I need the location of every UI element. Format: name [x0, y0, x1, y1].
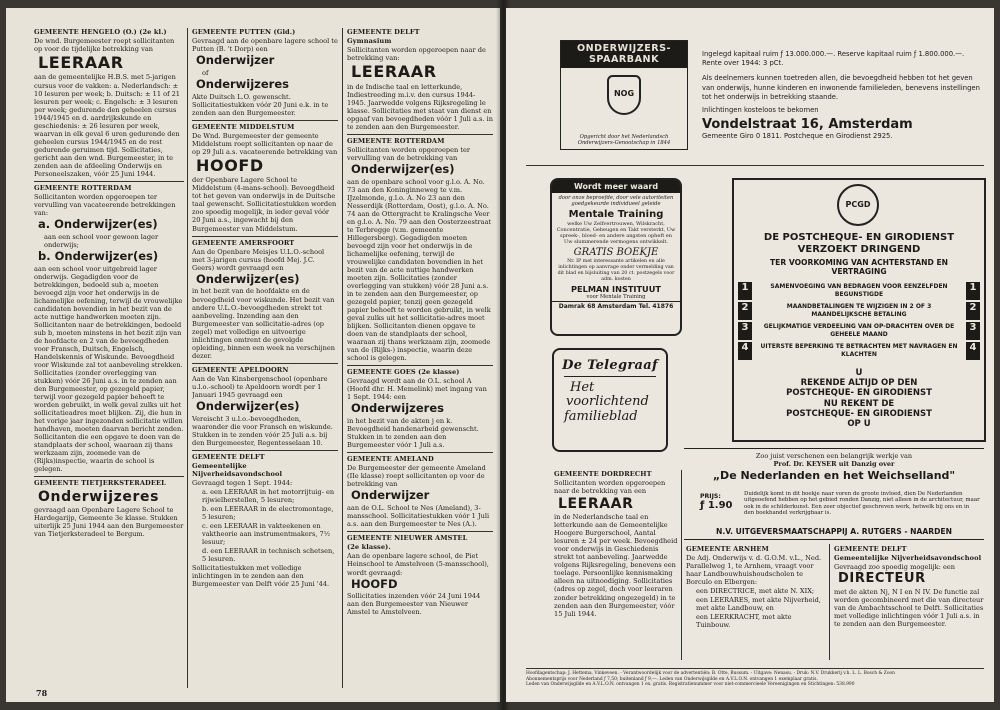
- pelman-cta: GRATIS BOEKJE: [573, 247, 659, 259]
- postcheque-ad: [732, 178, 986, 442]
- point-number: 3: [966, 322, 980, 340]
- ad-body: in het bezit van de hoofdakte en de bevoegdheid voor wiskunde. Het bezit van andere U.L.O.-bevoegdheden strekt tot aanbeveling. Inzending aan den Burgemeester van sollicitatie-adres (op zegel) met volledige en uitvoerige inlichtingen omtrent de gevolgde opleiding, binnen een week na verschijnen dezer.: [192, 287, 335, 360]
- ad-header: GEMEENTE GOES (2e klasse): [347, 368, 460, 377]
- page-number: 78: [36, 688, 48, 698]
- list-item: een LEERARES, met akte Nijverheid, met akte Landbouw, en: [696, 596, 821, 613]
- list-item: c. een LEERAAR in vakteekenen en vaktheorie aan instrumentmakers, 7½ lesuur;: [202, 522, 331, 547]
- column-rule: [187, 28, 188, 688]
- ad-title: b. Onderwijzer(es): [38, 248, 159, 263]
- vacancy-ad: [347, 137, 493, 367]
- ad-header: GEMEENTE NIEUWER AMSTEL: [347, 534, 468, 543]
- vacancy-ad: [34, 28, 184, 182]
- ad-intro: Gevraagd wordt aan de O.L. school A (Hoofd dhr. H. Memelink) met ingang van 1 Sept. 1944: een: [347, 377, 487, 402]
- colophon-line: Leden van Onderwijsgilde en A.V.L.O.N. ontvangen 1 ex. gratis. Registratienummer voor niet-commercieele Vereenigingen en Stichtingen: 538.990: [526, 682, 855, 688]
- keyser-author: Prof. Dr. KEYSER uit Danzig over: [773, 460, 895, 468]
- colophon-line: Hoofdagentschap: J. Hettema, Vinkeveen. - Verantwoordelijk voor de advertentiën: B. Otte, Bussum. - Uitgave: Nenasu. - Druk: N.V. Drukkerij v.h. L. L. Bosch & Zoon: [526, 671, 895, 676]
- telegraaf-slogan: voorlichtend: [566, 394, 649, 410]
- giro-title: VERZOEKT DRINGEND: [797, 244, 921, 255]
- ad-header: GEMEENTE ROTTERDAM: [34, 183, 132, 192]
- logo-badge-text: NOG: [613, 89, 635, 98]
- dordrecht-ad: [554, 470, 678, 670]
- ad-title: Onderwijzeres: [351, 401, 444, 416]
- ad-title: LEERAAR: [558, 496, 634, 513]
- point-number: 1: [738, 282, 752, 300]
- giro-point: SAMENVOEGING VAN BEDRAGEN VOOR EENZELFDEN BEGUNSTIGDE: [770, 283, 948, 298]
- ad-intro: Gevraagd tegen 1 Sept. 1944:: [192, 478, 293, 487]
- giro-point: UITERSTE BEPERKING TE BETRACHTEN MET NAVRAGEN EN KLACHTEN: [760, 343, 958, 358]
- telegraaf-slogan: familieblad: [564, 408, 638, 424]
- keyser-intro: Zoo juist verschenen een belangrijk werkje van: [755, 452, 913, 460]
- price-value: ƒ 1.90: [700, 500, 733, 511]
- left-column-3: [347, 28, 493, 688]
- ad-body: in de Indische taal en letterkunde, Indiestreeding m.i.v. den cursus 1944-1945. Jaarwedde volgens Rijksregeling le klasse. Sollicitaties met staat van dienst en opgaaf van bevoegdheden vóór 1 Juli a.s. in te zenden aan den Burgemeester.: [347, 82, 493, 131]
- pelman-org-sub: voor Mentale Training: [586, 294, 646, 301]
- ad-title: HOOFD: [351, 576, 398, 591]
- ad-intro: De Wnd. Burgemeester der gemeente Middelstum roept sollicitanten op naar de op 29 Juli a.s. vacateerende betrekking van: [192, 131, 338, 156]
- pelman-ad: [550, 178, 682, 336]
- vacancy-ad: [192, 123, 338, 237]
- point-number: 3: [738, 322, 752, 340]
- pelman-header: Wordt meer waard: [552, 180, 680, 193]
- keyser-book-ad: [684, 448, 984, 540]
- colophon-line: Abonnementsprijs voor Nederland ƒ 7,50; buitenland ƒ 9,—. Leden van Onderwijsgilde en A.V.L.O.N. ontvangen 1 exemplaar gratis.: [526, 676, 818, 682]
- keyser-publisher: N.V. UITGEVERSMAATSCHAPPIJ A. RUTGERS - NAARDEN: [716, 527, 952, 536]
- info-line: Inlichtingen kosteloos te bekomen: [702, 105, 819, 114]
- list-item: een LEERKRACHT, met akte Tuinbouw.: [696, 613, 792, 630]
- vacancy-ad: [347, 455, 493, 532]
- ad-intro: De wnd. Burgemeester roept sollicitanten op voor de tijdelijke betrekking van: [34, 37, 175, 54]
- vacancy-ad: [192, 28, 338, 121]
- ad-body: met de akten Nj, N I en N IV. De functie zal worden gecombineerd met die van directeur van de Ambachtsschool te Delft. Sollicitaties met volledige inlichtingen vóór 1 Juli a.s. in te zenden aan den Burgemeester.: [834, 588, 984, 629]
- vacancy-ad: [34, 184, 184, 478]
- keyser-title: „De Nederlanden en het Weichselland": [712, 469, 956, 482]
- ad-body: aan de O.L. School te Nes (Ameland), 3-mansschool. Sollicitatiestukken vóór 1 Juli a.s. aan den Burgemeester te Nes (A.).: [347, 504, 490, 529]
- ad-title: a. Onderwijzer(es): [38, 217, 158, 232]
- ad-title: HOOFD: [196, 155, 264, 175]
- ad-title: Onderwijzeres: [38, 488, 159, 505]
- number-column-left: [738, 282, 752, 360]
- spaarbank-logo: [560, 40, 688, 150]
- vacancy-ad: [192, 366, 338, 451]
- price-label: PRIJS:: [700, 493, 721, 500]
- shield-icon: [607, 75, 641, 115]
- ad-header: GEMEENTE ROTTERDAM: [347, 136, 445, 145]
- ad-title: Onderwijzer(es): [351, 161, 455, 176]
- ad-body: in de Nederlandsche taal en letterkunde aan de Gemeentelijke Hoogere Burgerschool, Aantal lesuren ± 24 per week. Bevoegdheid voor onderwijs in Geschiedenis strekt tot aanbeveling. Jaarwedde volgens Rijksregeling, benevens een toelage. Persoonlijke kennismaking alleen na uitnoodiging. Sollicitaties (adres op zegel, doch voor leeraren zonder betrekking ongezegeld) in te zenden aan den Burgemeester, vóór 15 Juli 1944.: [554, 513, 678, 618]
- vacancy-ad: [347, 368, 493, 453]
- pelman-desc: welke Uw Zelfvertrouwen, Wilskracht, Concentratie, Geheugen en Takt versterkt, Uw spreek-, bloed- en andere angsten opheft en Uw slummerende vermogens ontwikkelt.: [556, 221, 676, 246]
- divider: [564, 376, 656, 377]
- ad-header: GEMEENTE DORDRECHT: [554, 470, 652, 478]
- giro-points: [758, 283, 960, 363]
- keyser-desc: Duidelijk komt in dit boekje naar voren de groote invloed, dien De Nederlanden uitgeoefend hebben op het gebied ronden Danzig, niet alleen in de architectuur, maar ook in de schilderkunst. Een zeer objectief geschreven werk, hetwelk bij ons en in den boekhandel verkrijgbaar is.: [744, 491, 980, 517]
- ad-intro: Sollicitanten worden opgeroepen ter vervulling van vacateerende betrekkingen van:: [34, 192, 176, 217]
- point-number: 4: [966, 342, 980, 360]
- giro-point: GELIJKMATIGE VERDEELING VAN OP-DRACHTEN OVER DE GEHEELE MAAND: [763, 323, 955, 338]
- spaarbank-ad: [526, 36, 984, 166]
- giro-line: REKENDE ALTIJD OP DEN: [800, 378, 918, 389]
- vacancy-ad: [347, 28, 493, 135]
- ad-body: aan de gemeentelijke H.B.S. met 5-jarigen cursus voor de vakken: a. Nederlandsch: ± 10 lesuren per week; b. Duitsch: ± 11 of 21 lesuren per week; c. Engelsch: ± 3 lesuren per week; gedurende den geheelen cursus 1944/1945 en d. aardrijkskunde en geschiedenis: ± 26 lesuren per week, waarvan in elk geval 6 uren gedurende den geheelen cursus 1944/1945 en de rest gedurende geruimen tijd. Sollicitaties, gericht aan den wnd. Burgemeester, in te zenden aan de afdeeling Onderwijs en Personeelszaken, vóór 25 Juni 1944.: [34, 73, 181, 178]
- ad-subheader: Gemeentelijke Nijverheidsavondschool: [834, 554, 982, 563]
- giro-closing: [734, 368, 984, 429]
- giro-subtitle: TER VOORKOMING VAN ACHTERSTAND EN VERTRAGING: [769, 258, 948, 277]
- ad-intro: De Adj. Onderwijs v. d. G.O.M. v.L., Ned. Parallelweg 1, te Arnhem, vraagt voor haar Landbouwhuishoudscholen te Borculo en Elbergen:: [686, 554, 822, 587]
- ad-body: Sollicitaties inzenden vóór 24 Juni 1944 aan den Burgemeester van Nieuwer Amstel te Amstelveen.: [347, 592, 481, 617]
- address: Vondelstraat 16, Amsterdam: [702, 117, 913, 133]
- left-column-2: [192, 28, 338, 688]
- arnhem-ad: [686, 545, 826, 665]
- ad-header: GEMEENTE PUTTEN (Gld.): [192, 28, 296, 36]
- ad-header: GEMEENTE DELFT: [347, 28, 420, 36]
- list-item: b. een LEERAAR in de electromontage, 5 lesuren;: [202, 504, 334, 522]
- ad-title: LEERAAR: [351, 62, 437, 82]
- ad-body: in het bezit van de akten j en k. Bevoegdheid handenarbeid gewenscht. Stukken in te zenden aan den Burgemeester vóór 1 Juli a.s.: [347, 417, 479, 450]
- list-item: a. een LEERAAR in het motorrijtuig- en rijwielherstellen, 5 lesuren;: [202, 487, 335, 504]
- giro-line: POSTCHEQUE- EN GIRODIENST: [786, 388, 932, 399]
- pcgd-logo-text: PCGD: [845, 200, 871, 209]
- ad-intro: Sollicitanten worden opgeroepen ter vervulling van de betrekking van: [347, 145, 471, 162]
- ad-title: Onderwijzer: [351, 488, 430, 503]
- giro-line: Gemeente Giro 0 1811. Postcheque en Girodienst 2925.: [702, 132, 893, 141]
- ad-body: aan een school voor uitgebreid lager onderwijs. Gegadigden voor de betrekkingen, bedoeld sub a, moeten bevoegd zijn voor het onderwijs in de lichamelijke oefening, terwijl de vrouwelijke candidaten bovendien in het bezit van de acte nuttige handwerken moeten zijn. Sollicitanten naar de betrekkingen, bedoeld sub b, moeten minstens in het bezit zijn van de hoofdacte en 2 van de bevoegdheden voor Fransch, Duitsch, Engelsch, Handelskennis of Wiskunde. Bevoegdheid voor Wiskunde zal tot aanbeveling strekken. Sollicitaties (zonder overlegging van stukken) vóór 26 Juni a.s. in te zenden aan den Burgemeester, op gezegeld papier, terwijl voor gezegeld papier behoeft te worden gebruikt, in welk geval zulks uit het sollicitatieadres moet blijken. Zij, die hun in het vorige jaar ingezonden sollicitatie willen handhaven, moeten daarvan bericht zenden. Sollicitanten die een opgave te doen van de standplaats der school, waaraan zij thans werkzaam zijn, zoomede van de (Rijks)inspectie, waarin de school is gelegen.: [34, 264, 184, 474]
- pelman-cta-desc: Nr. IP met interessante artikelen en alle inlichtingen op aanvrage onder vermelding van dit blad en bijsluiting van 20 ct. postzegels voor adm. kosten: [557, 259, 675, 282]
- ad-header: GEMEENTE TIETJERKSTERADEEL: [34, 479, 166, 488]
- ad-intro: De Burgemeester der gemeente Ameland (IIe klasse) roept sollicitanten op voor de betrekking van: [347, 464, 486, 489]
- spaarbank-text: [702, 50, 984, 141]
- ad-intro: Sollicitanten worden opgeroepen naar de betrekking van een: [554, 479, 666, 496]
- ad-intro: Gevraagd aan de openbare lagere school te Putten (B. 't Dorp) een: [192, 37, 338, 54]
- ad-header: GEMEENTE DELFT: [834, 545, 907, 553]
- ad-header: GEMEENTE MIDDELSTUM: [192, 122, 295, 131]
- ad-intro: Aan de Van Kinsbergenschool (openbare u.l.o.-school) te Apeldoorn wordt per 1 Januari 1945 gevraagd een: [192, 374, 328, 399]
- giro-point: MAANDBETALINGEN TE WIJZIGEN IN 2 OF 3 MAANDELIJKSCHE BETALING: [786, 303, 932, 318]
- ad-body: aan een school voor gewoon lager onderwijs;: [44, 232, 159, 249]
- ad-title: Onderwijzer(es): [196, 398, 300, 413]
- point-number: 2: [966, 302, 980, 320]
- telegraaf-slogan: Het: [570, 380, 595, 395]
- ad-intro: Sollicitanten worden opgeroepen naar de betrekking van:: [347, 46, 486, 63]
- list-item: d. een LEERAAR in technisch schetsen, 5 lesuren.: [202, 547, 335, 564]
- giro-line: OP U: [847, 418, 871, 429]
- capital-line: Ingelegd kapitaal ruim ƒ 13.000.000.—. Reserve kapitaal ruim ƒ 1.800.000.—. Rente over 1944: 3 pCt.: [702, 50, 965, 68]
- vacancy-ad: [34, 479, 184, 540]
- point-number: 2: [738, 302, 752, 320]
- spaarbank-logo-title: ONDERWIJZERS-SPAARBANK: [561, 41, 687, 68]
- ad-title: LEERAAR: [38, 53, 124, 73]
- ad-subheader: (2e klasse).: [347, 543, 391, 552]
- giro-title: DE POSTCHEQUE- EN GIRODIENST: [763, 232, 955, 243]
- giro-line: NU REKENT DE: [823, 398, 895, 409]
- ad-intro: Gevraagd zoo spoedig mogelijk: een: [834, 563, 956, 572]
- vacancy-ad: [347, 534, 493, 619]
- ad-title: Onderwijzeres: [196, 76, 289, 91]
- membership-info: Als deelnemers kunnen toetreden allen, die bevoegdheid hebben tot het geven van onderwijs, hunne kinderen en inwonende familieleden, benevens instellingen tot het onderwijs in betrekking staande.: [702, 74, 980, 101]
- point-number: 4: [738, 342, 752, 360]
- pelman-title: Mentale Training: [568, 209, 664, 221]
- ad-header: GEMEENTE AMERSFOORT: [192, 238, 295, 247]
- ad-body: gevraagd aan Openbare Lagere School te Hardegarijp, Gemeente 3e klasse. Stukken uiterlijk 25 Juni 1944 aan den Burgemeester van Tietjerksteradeel te Bergum.: [34, 505, 184, 538]
- vacancy-ad: [192, 453, 338, 592]
- vacancy-ad: [192, 239, 338, 364]
- ad-body: Akte Duitsch L.O. gewenscht. Sollicitatiestukken vóór 20 Juni e.k. in te zenden aan den Burgemeester.: [192, 92, 329, 117]
- giro-line: POSTCHEQUE- EN GIRODIENST: [786, 408, 932, 419]
- price-block: [700, 493, 736, 511]
- number-column-right: [966, 282, 980, 360]
- ad-text: of: [202, 68, 209, 77]
- delft-directeur-ad: [834, 545, 984, 665]
- ad-header: GEMEENTE ARNHEM: [686, 545, 769, 553]
- point-number: 1: [966, 282, 980, 300]
- column-rule: [829, 544, 830, 660]
- column-rule: [342, 28, 343, 688]
- ad-title: Onderwijzer(es): [196, 271, 300, 286]
- ad-title: Onderwijzer: [196, 53, 275, 68]
- right-page: [506, 8, 994, 702]
- colophon-footer: [526, 668, 984, 688]
- ad-header: GEMEENTE DELFT: [192, 452, 265, 461]
- telegraaf-ad: [552, 348, 668, 452]
- ad-body: der Openbare Lagere School te Middelstum (4-mans-school). Bevoegdheid tot het geven van onderwijs in de Duitsche taal gewenscht. Sollicitatiestukken worden zoo spoedig mogelijk, in ieder geval vóór 20 Juni a.s., ingewacht bij den Burgemeester van Middelstum.: [192, 176, 337, 233]
- ad-header: GEMEENTE APELDOORN: [192, 365, 289, 374]
- ad-body: Vereischt 3 u.l.o.-bevoegdheden, waaronder die voor Fransch en wiskunde. Stukken in te zenden vóór 25 Juli a.s. bij den Burgemeester, Regentesselaan 10.: [192, 414, 333, 447]
- ad-header: GEMEENTE HENGELO (O.) (2e kl.): [34, 28, 167, 36]
- column-rule: [681, 470, 682, 660]
- ad-body: aan de openbare school voor g.l.o. A. No. 73 aan den Koninginneweg te v.m. IJzelmonde, g.l.o. A. No 23 aan den Nesserdijk (Rotterdam, Oost), g.l.o. A. No. 74 aan de Ottergracht te Kralingsche Veer en g.l.o. A. No. 79 aan den Oosterzeestraat te Terbregge (v.m. gemeente Hillegersberg). Gegadigden moeten bevoegd zijn voor het onderwijs in de lichamelijke oefening, terwijl de vrouwelijke candidaten bovendien in het bezit van de acte nuttige handwerken moeten zijn. Sollicitaties (zonder overlegging van stukken) vóór 28 Juni a.s. in te zenden aan den Burgemeester, op gezegeld papier, tenzij geen gezegeld papier behoeft te worden gebruikt, in welk geval zulks uit het sollicitatie-adres moet blijken. Sollicitanten dienen opgave te doen van de standplaats der school, waaraan zij thans werkzaam zijn, zoomede van de (Rijks-) inspectie, waarin deze school is gelegen.: [347, 177, 492, 363]
- telegraaf-masthead: De Telegraaf: [562, 358, 658, 373]
- giro-line: U: [855, 368, 863, 378]
- ad-subheader: Gymnasium: [347, 37, 392, 46]
- ad-body: Sollicitatiestukken met volledige inlichtingen in te zenden aan den Burgemeester van Delft vóór 25 Juni '44.: [192, 564, 330, 589]
- pelman-org: PELMAN INSTITUUT: [571, 284, 661, 295]
- ad-intro: Aan de Openbare Meisjes U.L.O.-school met 3-jarigen cursus (hoofd Mej. J.C. Geers) wordt gevraagd een: [192, 247, 325, 272]
- left-page: [6, 8, 500, 702]
- pcgd-logo: [837, 184, 879, 226]
- ad-header: GEMEENTE AMELAND: [347, 455, 434, 464]
- spaarbank-caption: Opgericht door het Nederlandsch Onderwijzers-Genootschap in 1844: [577, 133, 671, 146]
- left-column-1: [34, 28, 184, 668]
- ad-intro: Aan de openbare lagere school, de Piet Heinschool te Amstelveen (5-mansschool), wordt gevraagd:: [347, 552, 489, 577]
- list-item: een DIRECTRICE, met akte N. XIX;: [696, 587, 815, 596]
- pelman-intro: door onze beproefde, door vele autoriteiten goedgekeurde individueel geleide: [558, 195, 674, 208]
- pelman-address: Damrak 68 Amsterdam Tel. 41876: [552, 301, 680, 310]
- ad-subheader: Gemeentelijke Nijverheidsavondschool: [192, 461, 283, 478]
- ad-title: DIRECTEUR: [838, 571, 926, 587]
